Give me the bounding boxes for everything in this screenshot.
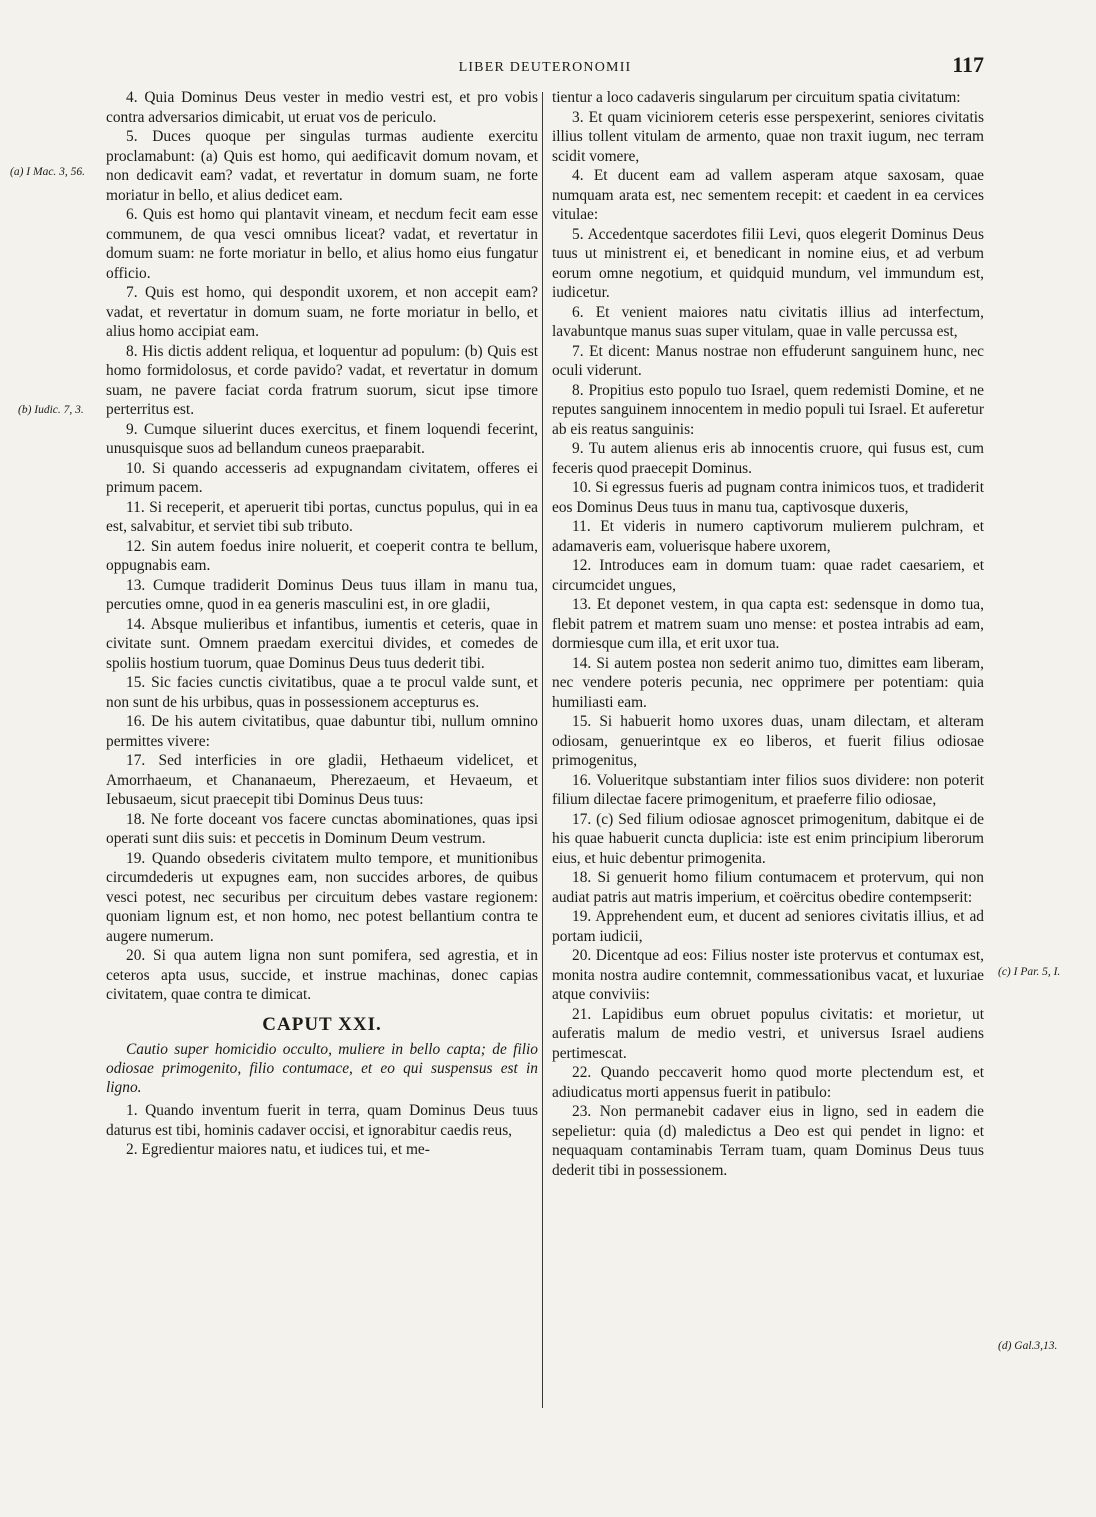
verse: 8. His dictis addent reliqua, et loquentur ad populum: (b) Quis est homo formidolosus, et corde pavido? vadat, et revertatur in domum suam, ne pavere faciat corda fratrum suorum, sicut ipse timore perterritus est. — [106, 342, 538, 418]
verse: 14. Absque mulieribus et infantibus, iumentis et ceteris, quae in civitate sunt. Omnem praedam exercitui divides, et comedes de spoliis hostium tuorum, quae Dominus Deus tuus dederit tibi. — [106, 615, 538, 672]
verse: 21. Lapidibus eum obruet populus civitatis: et morietur, ut auferatis malum de medio vestri, et universus Israel audiens pertimescat. — [552, 1005, 984, 1062]
verse: 17. Sed interficies in ore gladii, Hethaeum videlicet, et Amorrhaeum, et Chananaeum, Pherezaeum, et Hevaeum, et Iebusaeum, sicut praecepit tibi Dominus Deus tuus: — [106, 752, 538, 808]
verse: 4. Et ducent eam ad vallem asperam atque saxosam, quae numquam arata est, nec sementem recepit: et caedent in ea cervices vitulae: — [552, 167, 984, 223]
verse-continuation: tientur a loco cadaveris singularum per circuitum spatia civitatum: — [552, 89, 961, 106]
margin-note-c: (c) I Par. 5, I. — [998, 966, 1061, 978]
verse: 7. Quis est homo, qui despondit uxorem, et non accepit eam? vadat, et revertatur in domum suam, ne forte moriatur in bello, et alius homo accipiat eam. — [106, 284, 538, 340]
column-divider — [542, 92, 543, 1408]
verse: 19. Quando obsederis civitatem multo tempore, et munitionibus circumdederis ut expugnes eam, non succides arbores, de quibus vesci potest, nec securibus per circuitum debes vastare regionem: quoniam lignum est, et non homo, nec potest bellantium contra te augere numerum. — [106, 849, 538, 945]
verse: 11. Si receperit, et aperuerit tibi portas, cunctus populus, qui in ea est, salvabitur, et serviet tibi sub tributo. — [106, 498, 538, 535]
verse: 5. Duces quoque per singulas turmas audiente exercitu proclamabunt: (a) Quis est homo, qui aedificavit domum novam, et non dedicavit eam? vadat, et revertatur in domum suam, ne forte moriatur in bello, et alius dedicet eam. — [106, 128, 538, 204]
verse: 15. Si habuerit homo uxores duas, unam dilectam, et alteram odiosam, genuerintque ex eo liberos, et fuerit filius odiosae primogenitus, — [552, 713, 984, 769]
running-title: LIBER DEUTERONOMII — [458, 60, 632, 75]
verse: 13. Et deponet vestem, in qua capta est: sedensque in domo tua, flebit patrem et matrem suam uno mense: et postea intrabis ad eam, dormiesque cum illa, et erit uxor tua. — [552, 596, 984, 652]
margin-note-d: (d) Gal.3,13. — [998, 1340, 1058, 1352]
page-header — [100, 50, 990, 84]
verse: 2. Egredientur maiores natu, et iudices tui, et me- — [126, 1141, 430, 1158]
verse: 11. Et videris in numero captivorum mulierem pulchram, et adamaveris eam, voluerisque habere uxorem, — [552, 518, 984, 555]
verse: 6. Quis est homo qui plantavit vineam, et necdum fecit eam esse communem, de qua vesci omnibus liceat? vadat, et revertatur in domum suam: ne forte moriatur in bello, et alius homo eius fungatur officio. — [106, 206, 538, 282]
verse: 12. Sin autem foedus inire noluerit, et coeperit contra te bellum, oppugnabis eam. — [106, 537, 538, 574]
right-column — [552, 88, 984, 1180]
verse: 6. Et venient maiores natu civitatis illius ad interfectum, lavabuntque manus suas super vitulam, quae in valle percussa est, — [552, 303, 984, 340]
verse: 4. Quia Dominus Deus vester in medio vestri est, et pro vobis contra adversarios dimicabit, ut eruat vos de periculo. — [106, 89, 538, 126]
verse: 16. De his autem civitatibus, quae dabuntur tibi, nullum omnino permittes vivere: — [106, 713, 538, 750]
verse: 10. Si egressus fueris ad pugnam contra inimicos tuos, et tradiderit eos Dominus Deus tuus in manu tua, captivosque duxeris, — [552, 479, 984, 516]
verse: 9. Cumque siluerint duces exercitus, et finem loquendi fecerint, unusquisque suos ad bellandum cuneos praeparabit. — [106, 420, 538, 457]
verse: 8. Propitius esto populo tuo Israel, quem redemisti Domine, et ne reputes sanguinem innocentem in medio populi tui Israel. Et auferetur ab eis reatus sanguinis: — [552, 381, 984, 438]
verse: 9. Tu autem alienus eris ab innocentis cruore, qui fusus est, cum feceris quod praecepit Dominus. — [552, 440, 984, 477]
verse: 18. Si genuerit homo filium contumacem et protervum, qui non audiat patris aut matris imperium, et coërcitus obedire contempserit: — [552, 869, 984, 906]
verse: 17. (c) Sed filium odiosae agnoscet primogenitum, dabitque ei de his quae habuerit cuncta duplicia: iste est enim principium liberorum eius, et huic debentur primogenita. — [552, 810, 984, 867]
verse: 16. Volueritque substantiam inter filios suos dividere: non poterit filium dilectae facere primogenitum, et praeferre filio odiosae, — [552, 771, 984, 808]
margin-note-b: (b) Iudic. 7, 3. — [18, 404, 84, 416]
verse: 23. Non permanebit cadaver eius in ligno, sed in eadem die sepelietur: quia (d) maledictus a Deo est qui pendet in ligno: et nequaquam contaminabis Terram tuam, quam Dominus Deus tuus dederit tibi in possessionem. — [552, 1103, 984, 1179]
verse: 1. Quando inventum fuerit in terra, quam Dominus Deus tuus daturus est tibi, hominis cadaver occisi, et ignorabitur caedis reus, — [106, 1102, 538, 1139]
verse: 13. Cumque tradiderit Dominus Deus tuus illam in manu tua, percuties omne, quod in ea generis masculini est, in ore gladii, — [106, 576, 538, 613]
chapter-heading: CAPUT XXI. — [262, 1013, 382, 1035]
verse: 14. Si autem postea non sederit animo tuo, dimittes eam liberam, nec vendere poteris pecunia, nec opprimere per potentiam: quia humiliasti eam. — [552, 654, 984, 711]
verse: 20. Si qua autem ligna non sunt pomifera, sed agrestia, et in ceteros apta usus, succide, et instrue machinas, donec capias civitatem, quae contra te dimicat. — [106, 947, 538, 1003]
verse: 20. Dicentque ad eos: Filius noster iste protervus et contumax est, monita nostra audire contemnit, commessationibus vacat, et luxuriae atque conviviis: — [552, 947, 984, 1003]
verse: 3. Et quam viciniorem ceteris esse perspexerint, seniores civitatis illius tollent vitulam de armento, quae non traxit iugum, nec terram scidit vomere, — [552, 108, 984, 165]
verse: 12. Introduces eam in domum tuam: quae radet caesariem, et circumcidet ungues, — [552, 557, 984, 594]
verse: 19. Apprehendent eum, et ducent ad seniores civitatis illius, et ad portam iudicii, — [552, 908, 984, 945]
verse: 5. Accedentque sacerdotes filii Levi, quos elegerit Dominus Deus tuus ut ministrent ei, et benedicant in nomine eius, et ad verbum eorum omne negotium, et quidquid mundum, vel immundum est, iudicetur. — [552, 225, 984, 301]
verse: 15. Sic facies cunctis civitatibus, quae a te procul valde sunt, et non sunt de his urbibus, quas in possessionem accepturus es. — [106, 674, 538, 711]
verse: 22. Quando peccaverit homo quod morte plectendum est, et adiudicatus morti appensus fuerit in patibulo: — [552, 1064, 984, 1101]
page-number: 117 — [952, 52, 984, 77]
verse: 7. Et dicent: Manus nostrae non effuderunt sanguinem hunc, nec oculi viderunt. — [552, 342, 984, 379]
margin-note-a: (a) I Mac. 3, 56. — [10, 166, 86, 178]
left-column — [106, 88, 538, 1160]
chapter-summary: Cautio super homicidio occulto, muliere in bello capta; de filio odiosae primogenito, filio contumace, et eo qui suspensus est in ligno. — [106, 1041, 538, 1096]
verse: 18. Ne forte doceant vos facere cunctas abominationes, quas ipsi operati sunt diis suis: et peccetis in Dominum Deum vestrum. — [106, 810, 538, 847]
verse: 10. Si quando accesseris ad expugnandam civitatem, offeres ei primum pacem. — [106, 459, 538, 496]
